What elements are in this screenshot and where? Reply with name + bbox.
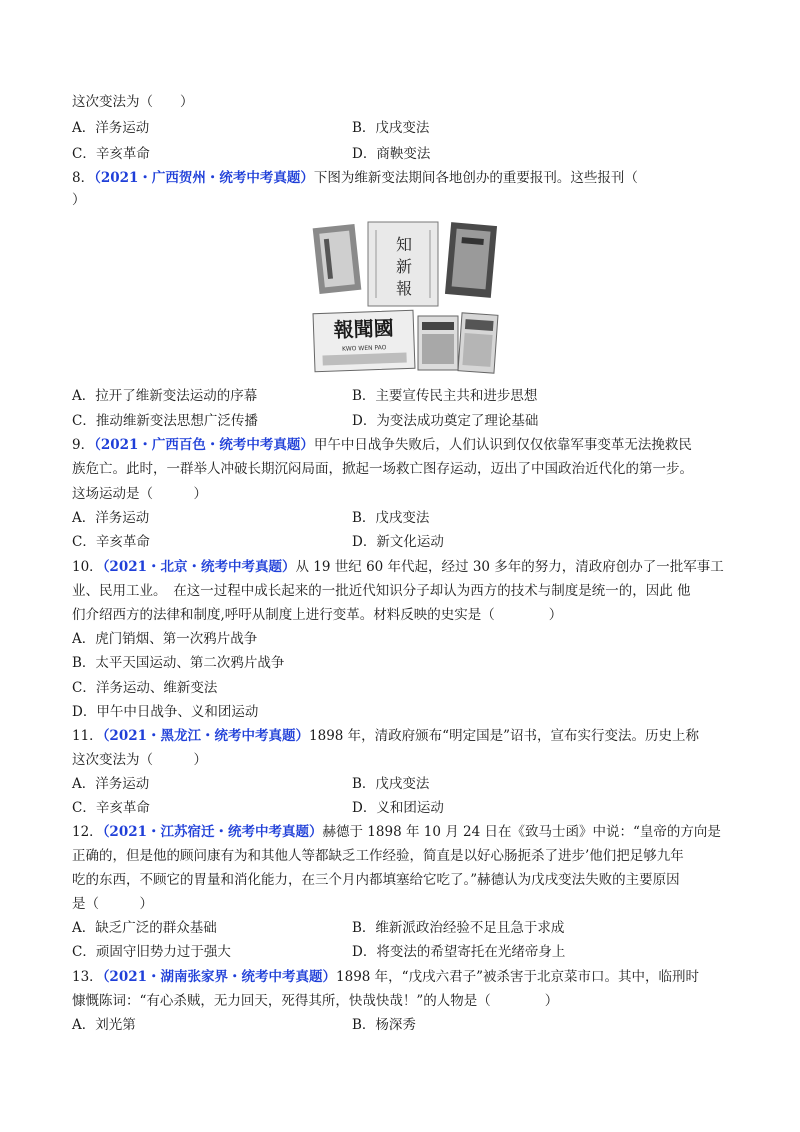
q7-option-a: A．洋务运动 [72, 120, 150, 136]
q12-stem-line2: 正确的，但是他的顾问康有为和其他人等都缺乏工作经验，简直是以好心肠扼杀了进步’他们把足够九年 [72, 848, 684, 864]
q8-number: 8． [72, 170, 95, 186]
q12-stem-line1 [72, 821, 732, 843]
q11-source: （2021・黑龙江・统考中考真题） [102, 728, 310, 744]
q12-option-b: B．维新派政治经验不足且急于求成 [352, 920, 565, 936]
newspaper-guowenbao [313, 310, 415, 371]
newspaper-bottom-right [418, 313, 498, 373]
q9-source: （2021・广西百色・统考中考真题） [94, 437, 314, 453]
newspaper-right [445, 222, 497, 298]
q9-stem-line3: 这场运动是（ ） [72, 486, 207, 502]
q7-option-b: B．戊戌变法 [352, 120, 430, 136]
q9-option-c: C．辛亥革命 [72, 534, 150, 550]
newspapers-figure [308, 216, 500, 378]
q11-stem-line2: 这次变法为（ ） [72, 752, 207, 768]
guowenbao-romanization: KWO WEN PAO [341, 344, 387, 353]
newspaper-zhixinbao [368, 222, 438, 306]
q8-stem: 下图为维新变法期间各地创办的重要报刊。这些报刊（ [313, 170, 638, 186]
q12-stem-line4: 是（ ） [72, 896, 153, 912]
q13-number: 13． [72, 969, 103, 985]
q11-option-c: C．辛亥革命 [72, 800, 150, 816]
q10-option-a: A．虎门销烟、第一次鸦片战争 [72, 631, 258, 647]
q12-option-a: A．缺乏广泛的群众基础 [72, 920, 217, 936]
q12-stem1: 赫德于 1898 年 10 月 24 日在《致马士函》中说：“皇帝的方向是 [322, 824, 721, 840]
q12-number: 12． [72, 824, 103, 840]
q8-option-b: B．主要宣传民主共和进步思想 [352, 388, 538, 404]
q8-option-d: D．为变法成功奠定了理论基础 [352, 413, 539, 429]
q11-option-a: A．洋务运动 [72, 776, 150, 792]
q12-stem-line3: 吃的东西，不顾它的胃量和消化能力，在三个月内都填塞给它吃了。”赫德认为戊戌变法失败的主要原因 [72, 872, 680, 888]
q10-option-b: B．太平天国运动、第二次鸦片战争 [72, 655, 285, 671]
zhixinbao-char-2: 新 [395, 257, 413, 276]
q12-source: （2021・江苏宿迁・统考中考真题） [102, 824, 323, 840]
zhixinbao-char-1: 知 [395, 235, 413, 254]
q13-option-b: B．杨深秀 [352, 1017, 416, 1033]
q9-stem-line1 [72, 434, 732, 456]
q9-option-a: A．洋务运动 [72, 510, 150, 526]
q7-option-d: D．商鞅变法 [352, 146, 431, 162]
q11-stem-line1 [72, 725, 732, 747]
q10-stem-line2: 业、民用工业。 在这一过程中成长起来的一批近代知识分子却认为西方的技术与制度是统一的，因此 他 [72, 583, 691, 599]
q9-option-b: B．戊戌变法 [352, 510, 430, 526]
q10-option-c: C．洋务运动、维新变法 [72, 680, 218, 696]
q9-option-d: D．新文化运动 [352, 534, 444, 550]
q8-stem-line1 [72, 167, 732, 189]
q8-option-c: C．推动维新变法思想广泛传播 [72, 413, 258, 429]
q9-stem1: 甲午中日战争失败后，人们认识到仅仅依靠军事变革无法挽救民 [313, 437, 692, 453]
q13-option-a: A．刘光第 [72, 1017, 136, 1033]
q10-option-d: D．甲午中日战争、义和团运动 [72, 704, 259, 720]
q11-stem1: 1898 年，清政府颁布“明定国是”诏书，宣布实行变法。历史上称 [309, 728, 699, 744]
zhixinbao-char-3: 報 [395, 279, 413, 298]
q12-option-c: C．顽固守旧势力过于强大 [72, 944, 231, 960]
guowenbao-title: 報聞國 [333, 315, 394, 343]
q8-option-a: A．拉开了维新变法运动的序幕 [72, 388, 258, 404]
q9-stem-line2: 族危亡。此时，一群举人冲破长期沉闷局面，掀起一场救亡图存运动，迈出了中国政治近代化的第一步。 [72, 461, 693, 477]
q10-stem-line1 [72, 556, 732, 578]
q7-stem-tail: 这次变法为（ ） [72, 94, 194, 110]
newspaper-left [313, 224, 362, 294]
q11-option-d: D．义和团运动 [352, 800, 444, 816]
q10-stem-line3: 们介绍西方的法律和制度,呼吁从制度上进行变革。材料反映的史实是（ ） [72, 607, 563, 623]
q8-stem-line2: ） [72, 192, 86, 208]
q13-source: （2021・湖南张家界・统考中考真题） [102, 969, 337, 985]
q10-number: 10． [72, 559, 103, 575]
q12-option-d: D．将变法的希望寄托在光绪帝身上 [352, 944, 566, 960]
newspapers-photo [308, 216, 500, 378]
q10-source: （2021・北京・统考中考真题） [102, 559, 296, 575]
q13-stem-line2: 慷慨陈词：“有心杀贼，无力回天，死得其所，快哉快哉！”的人物是（ ） [72, 993, 559, 1009]
q13-stem-line1 [72, 966, 732, 988]
q11-number: 11． [72, 728, 103, 744]
q8-source: （2021・广西贺州・统考中考真题） [94, 170, 314, 186]
q7-option-c: C．辛亥革命 [72, 146, 150, 162]
q13-stem1: 1898 年，“戊戌六君子”被杀害于北京菜市口。其中，临刑时 [336, 969, 699, 985]
q9-number: 9． [72, 437, 95, 453]
q11-option-b: B．戊戌变法 [352, 776, 430, 792]
q10-stem1: 从 19 世纪 60 年代起，经过 30 多年的努力，清政府创办了一批军事工 [295, 559, 724, 575]
